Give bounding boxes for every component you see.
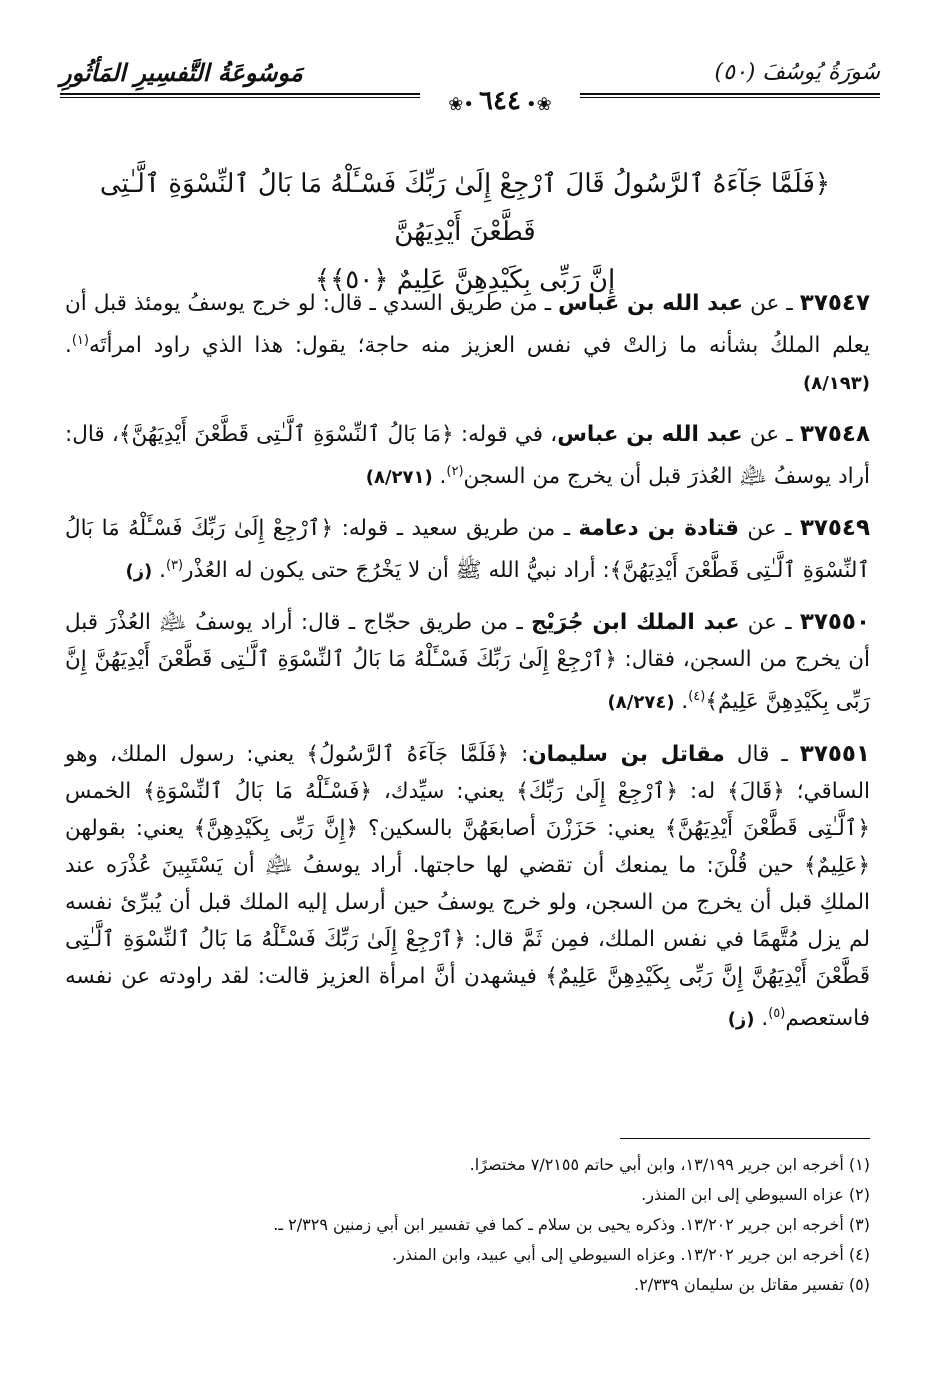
narrator-name: مقاتل بن سليمان [528,741,725,767]
entry-tail: . [432,464,447,490]
narrator-name: عبد الملك ابن جُرَيْج [531,610,740,636]
footnote: (٣) أخرجه ابن جرير ١٣/٢٠٢. وذكره يحيى بن سلام ـ كما في تفسير ابن أبي زمنين ٢/٣٢٩ ـ. [273,1215,870,1234]
source-ref: (٨/١٩٣) [803,373,870,395]
footnote-separator [620,1138,870,1139]
entry-prefix: ـ عن [739,610,800,636]
footnote-marker[interactable]: (٤) [688,689,706,705]
footnote: (٢) عزاه السيوطي إلى ابن المنذر. [641,1185,870,1204]
entry-text: ـ من طريق سعيد ـ قوله: [333,516,579,542]
entry-text: ، قال: أراد يوسفُ ﵇ العُذرَ قبل أن يخرج من السجن [65,422,870,490]
narrator-name: عبد الله بن عباس [558,291,744,316]
narrator-name: قتادة بن دعامة [578,516,739,542]
entry-tail: . [674,689,689,715]
entry-text: ـ من طريق السدي ـ قال: لو خرج يوسفُ يومئذ قبل أن يعلم الملكُ بشأنه ما زالتْ في نفس العزيز منه حاجة؛ يقول: هذا الذي راود امرأتَه [65,291,870,359]
narrator-name: عبد الله بن عباس [557,422,743,448]
page-header [60,58,880,118]
quran-quote: ﴿مَا بَالُ ٱلنِّسْوَةِ ٱلَّـٰتِى قَطَّعْنَ أَيْدِيَهُنَّ﴾ [118,422,454,448]
footnote: (١) أخرجه ابن جرير ١٣/١٩٩، وابن أبي حاتم ٧/٢١٥٥ مختصرًا. [469,1155,870,1174]
page-number: ٦٤٤ [479,86,521,116]
surah-label [715,60,880,85]
entry-tail: . [65,333,72,359]
entry-prefix: ـ عن [742,422,800,448]
entry-text: ، في قوله: [453,422,558,448]
entry-number: ٣٧٥٤٧ [799,290,870,316]
entry [65,285,870,402]
entry-tail: . [754,1005,769,1031]
quran-quote: ﴿ٱرْجِعْ إِلَىٰ رَبِّكَ فَسْـَٔلْهُ مَا بَالُ ٱلنِّسْوَةِ ٱلَّـٰتِى قَطَّعْنَ أَيْدِيَهُنَّ﴾ [65,516,870,584]
footnote-marker[interactable]: (١) [71,333,89,348]
entry-number: ٣٧٥٤٨ [799,421,871,448]
entry-prefix: ـ عن [743,291,800,316]
footnote-marker[interactable]: (٥) [768,1005,786,1021]
footnote: (٥) تفسير مقاتل بن سليمان ٢/٣٣٩. [634,1275,870,1294]
source-ref: (٨/٢٧٤) [607,692,675,714]
verse-line-1: ﴿فَلَمَّا جَآءَهُ ٱلرَّسُولُ قَالَ ٱرْجِعْ إِلَىٰ رَبِّكَ فَسْـَٔلْهُ مَا بَالُ ٱلنِّسْوَةِ ٱلَّـٰتِى قَطَّعْنَ أَيْدِيَهُنَّ [99,169,831,247]
verse-line-2: إِنَّ رَبِّى بِكَيْدِهِنَّ عَلِيمٌ ﴿٥٠﴾﴾ [314,265,616,295]
quran-quote: ﴿ٱرْجِعْ إِلَىٰ رَبِّكَ فَسْـَٔلْهُ مَا بَالُ ٱلنِّسْوَةِ ٱلَّـٰتِى قَطَّعْنَ أَيْدِيَهُنَّ إِنَّ رَبِّى بِكَيْدِهِنَّ عَلِيمٌ﴾ [65,647,870,715]
entry [65,736,870,1038]
ornament-icon: •❀ [526,94,552,115]
ornament-icon: ❀• [448,94,474,115]
entry-tail: . [152,558,166,584]
entry-number: ٣٧٥٥٠ [799,609,871,636]
footnote-marker[interactable]: (٣) [165,558,184,574]
page-number-box [420,86,580,116]
footnote: (٤) أخرجه ابن جرير ١٣/٢٠٢. وعزاه السيوطي إلى أبي عبيد، وابن المنذر. [392,1245,870,1264]
book-title: مَوسُوعَةُ التَّفسِيرِ المَأثُورِ [60,58,303,87]
entry-text: : ﴿فَلَمَّا جَآءَهُ ٱلرَّسُولُ﴾ يعني: رسول الملك، وهو الساقي؛ ﴿قَالَ﴾ له: ﴿ٱرْجِعْ إِلَىٰ رَبِّكَ﴾ يعني: سيِّدك، ﴿فَسْـَٔلْهُ مَا بَالُ ٱلنِّسْوَةِ﴾ الخمس ﴿ٱلَّـٰتِى قَطَّعْنَ أَيْدِيَهُنَّ﴾ يعني: حَزَزْنَ أصابعَهُنَّ بالسكين؟ ﴿إِنَّ رَبِّى بِكَيْدِهِنَّ﴾ يعني: بقولهن ﴿عَلِيمٌ﴾ حين قُلْنَ: ما يمنعك أن تقضي لها حاجتها. أراد يوسفُ ﵇ أن يَسْتَبِينَ عُذْرَه عند الملكِ قبل أن يخرج من السجن، ولو خرج يوسفُ حين أرسل إليه الملك قبل أن يُبرِّئ نفسه لم يزل مُتَّهمًا في نفس الملك، فمِن ثَمَّ قال: ﴿ٱرْجِعْ إِلَىٰ رَبِّكَ فَسْـَٔلْهُ مَا بَالُ ٱلنِّسْوَةِ ٱلَّـٰتِى قَطَّعْنَ أَيْدِيَهُنَّ إِنَّ رَبِّى بِكَيْدِهِنَّ عَلِيمٌ﴾ فيشهدن أنَّ امرأة العزيز قالت: لقد راودته عن نفسه فاستعصم [65,741,870,1031]
entry-prefix: ـ قال [724,741,800,767]
entry-text: ـ من طريق حجّاج ـ قال: أراد يوسفُ ﵇ العُذْرَ قبل أن يخرج من السجن، فقال: [65,610,870,673]
source-ref: (ز) [727,1008,755,1030]
entry [65,416,870,496]
source-ref: (ز) [125,561,153,583]
tafsir-body [65,285,870,1052]
surah-name: سُورَةُ يُوسُفَ [762,60,880,85]
source-ref: (٨/٢٧١) [365,467,433,489]
footnotes [65,1150,870,1300]
entry-number: ٣٧٥٥١ [799,740,870,767]
entry [65,604,870,721]
entry [65,510,870,590]
entry-number: ٣٧٥٤٩ [799,515,871,542]
verse-number: (٥٠) [714,60,756,85]
entry-prefix: ـ عن [738,516,800,542]
entry-text: : أراد نبيُّ الله ﷺ أن لا يَخْرُجَ حتى يكون له العُذْر [183,558,610,584]
footnote-marker[interactable]: (٢) [446,464,464,480]
quran-verse [95,160,835,304]
